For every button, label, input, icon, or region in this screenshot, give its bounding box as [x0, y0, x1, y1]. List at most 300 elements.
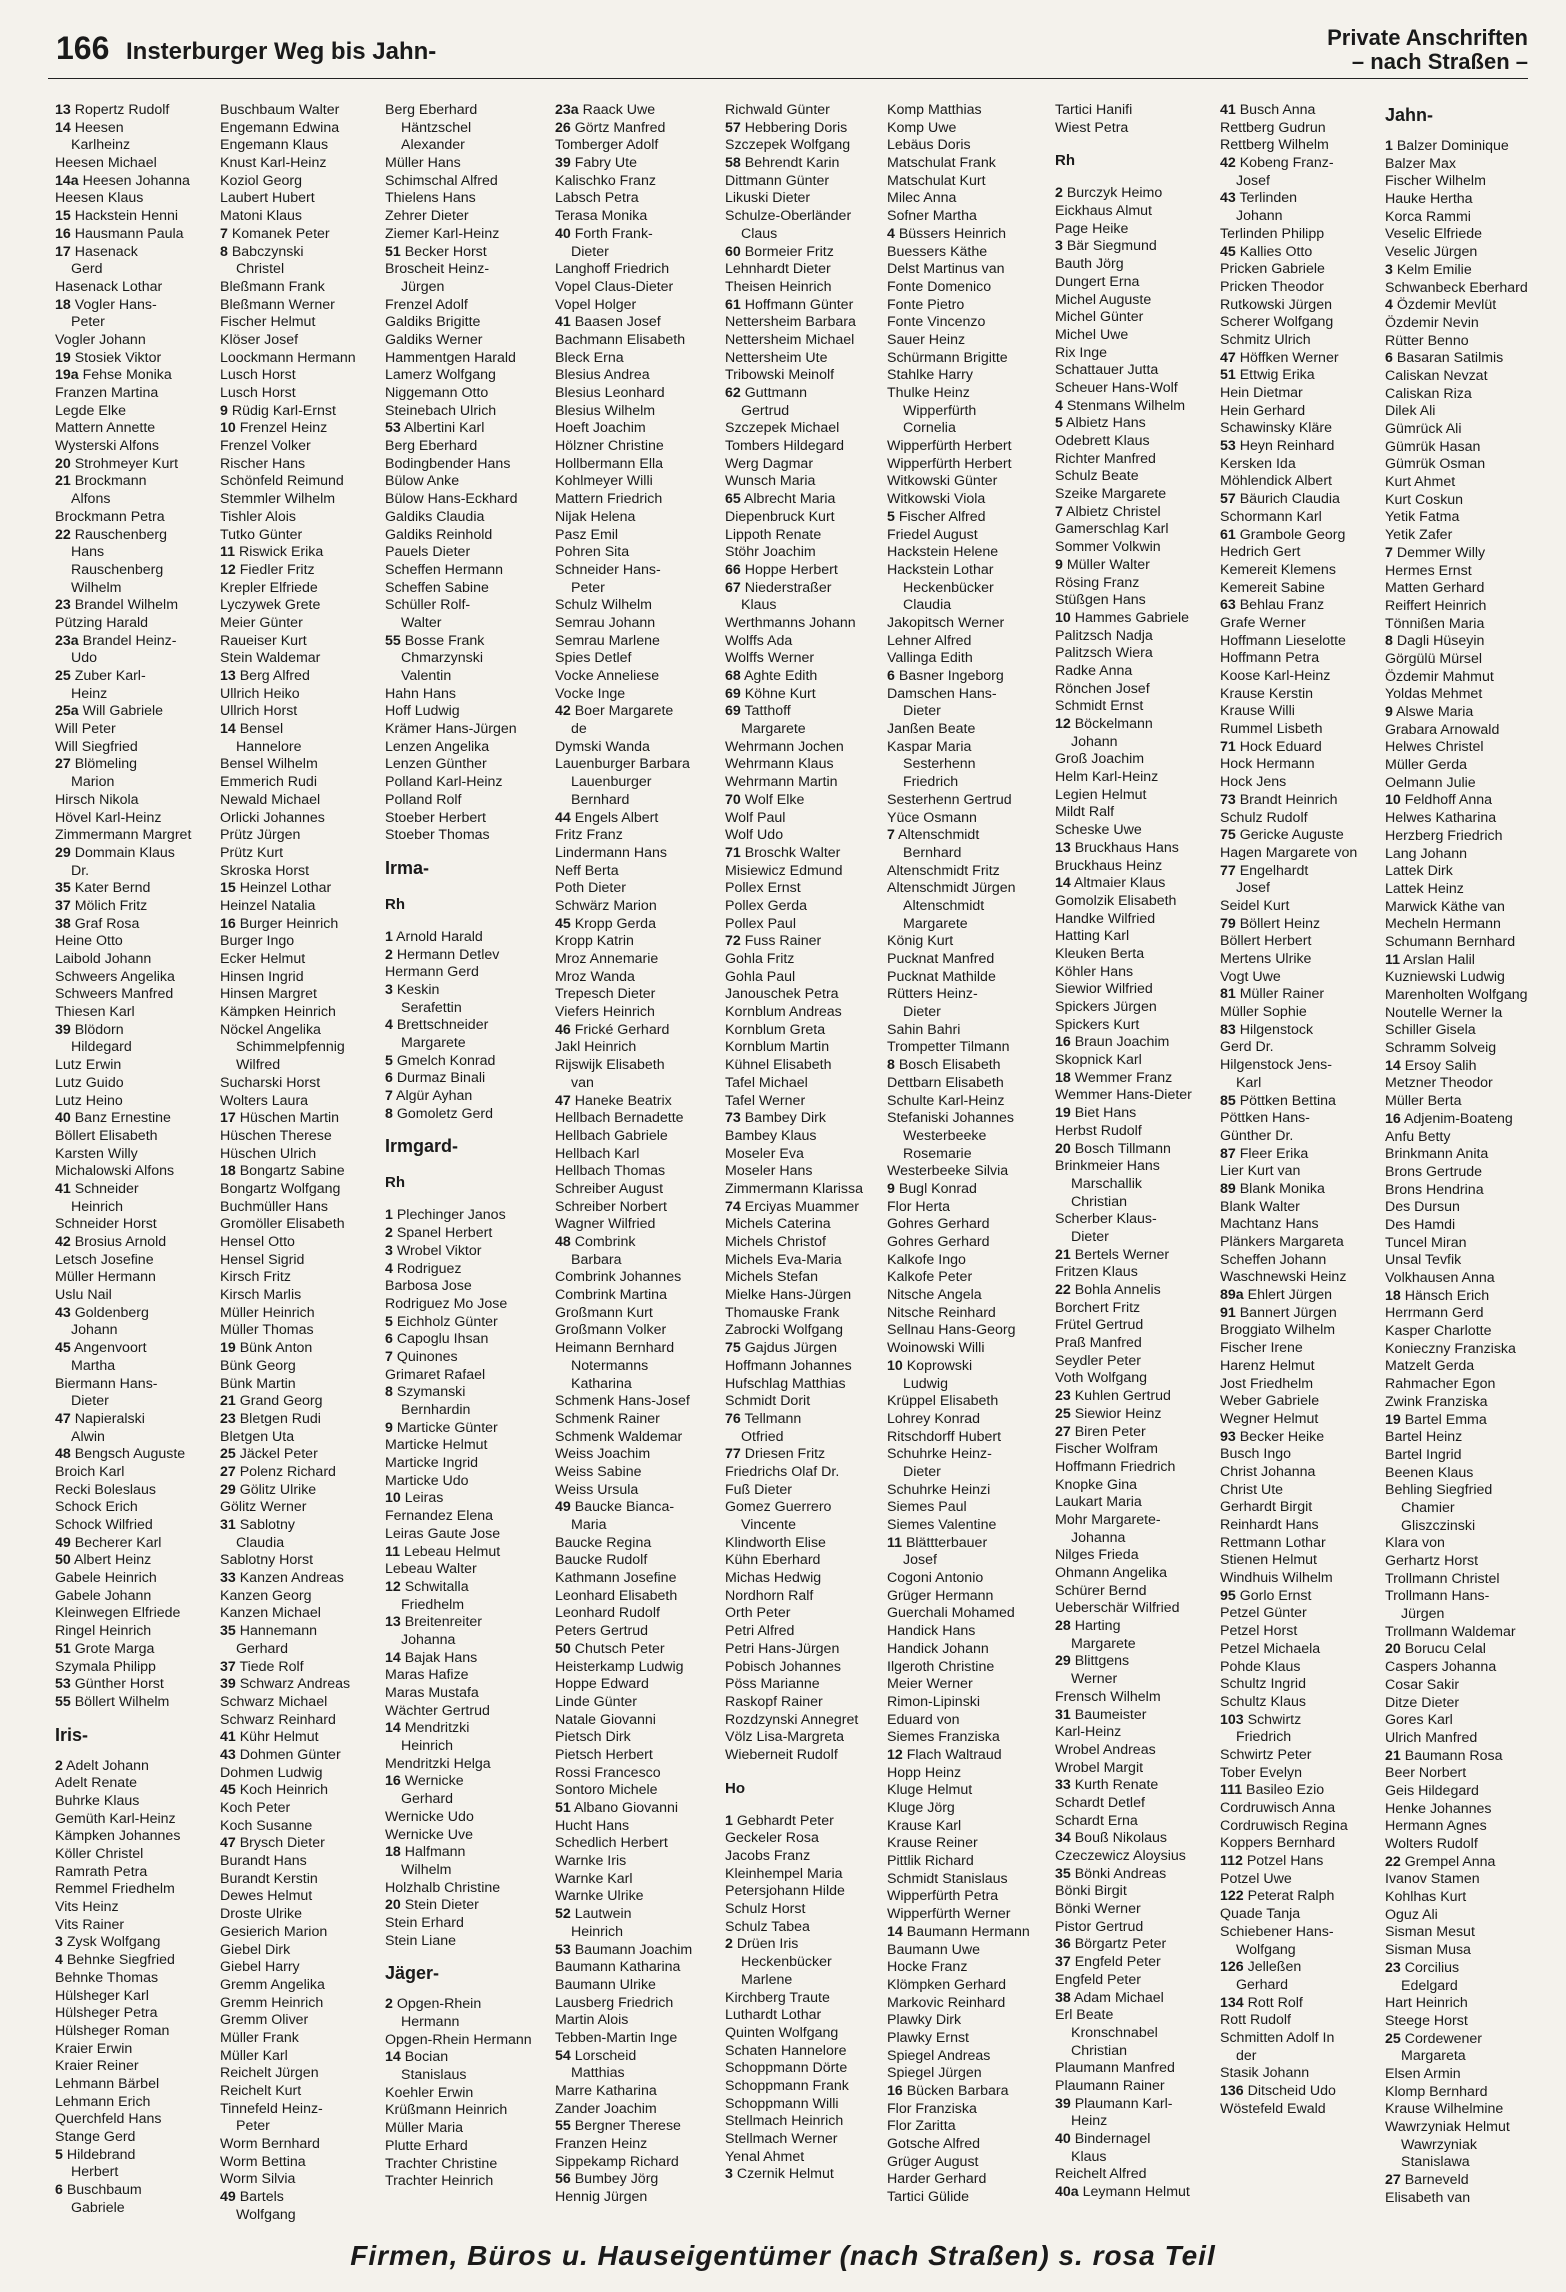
directory-entry: Gabele Heinrich — [55, 1570, 157, 1587]
directory-entry: Kathmann Josefine — [555, 1570, 677, 1587]
directory-entry: Koehler Erwin — [385, 2084, 474, 2101]
directory-entry: Wolfgang — [236, 2206, 296, 2223]
directory-entry: Köhler Hans — [1055, 963, 1134, 980]
spacer — [385, 1986, 545, 1996]
spacer — [1385, 128, 1545, 138]
directory-entry: Steege Horst — [1385, 2012, 1468, 2029]
directory-entry: 16 Wernicke — [385, 1773, 464, 1790]
house-number: 16 — [1055, 1034, 1071, 1051]
directory-entry: Gabriele — [71, 2199, 125, 2216]
directory-entry: 103 Schwirtz — [1220, 1711, 1302, 1728]
directory-entry: 58 Behrendt Karin — [725, 155, 840, 172]
house-number: 3 — [385, 1242, 393, 1259]
directory-entry: Schormann Karl — [1220, 508, 1322, 525]
directory-entry: Szczepek Michael — [725, 420, 840, 437]
directory-entry: Lenzen Günther — [385, 756, 487, 773]
house-number: 7 — [385, 1348, 393, 1365]
directory-entry: Thulke Heinz — [887, 385, 970, 401]
directory-entry: 19 Bartel Emma — [1385, 1411, 1487, 1428]
directory-entry: Maras Hafize — [385, 1667, 469, 1684]
directory-entry: Broich Karl — [55, 1463, 125, 1480]
directory-entry: Serafettin — [401, 999, 462, 1016]
directory-entry: Waschnewski Heinz — [1220, 1269, 1347, 1286]
directory-entry: Kurt Ahmet — [1385, 474, 1456, 491]
spacer — [55, 1748, 215, 1758]
directory-entry: Kleinwegen Elfriede — [55, 1605, 181, 1622]
directory-entry: Polland Rolf — [385, 791, 462, 808]
directory-entry: Bünk Georg — [220, 1357, 296, 1374]
directory-entry: Mielke Hans-Jürgen — [725, 1287, 852, 1304]
directory-entry: Krause Kerstin — [1220, 685, 1314, 702]
directory-entry: Stange Gerd — [55, 2129, 136, 2145]
house-number: 8 — [385, 1384, 393, 1401]
directory-entry: Rott Rudolf — [1220, 2012, 1291, 2029]
street-heading: Irma- — [385, 857, 430, 878]
directory-entry: 67 Niederstraßer — [725, 579, 832, 596]
directory-entry: Dohmen Ludwig — [220, 1764, 323, 1781]
directory-entry: Ziemer Karl-Heinz — [385, 225, 500, 242]
directory-entry: Petersjohann Hilde — [725, 1883, 845, 1900]
house-number: 52 — [555, 1906, 571, 1923]
directory-entry: Altenschmidt — [903, 897, 985, 914]
section-title-line1: Private Anschriften — [1327, 25, 1528, 50]
directory-entry: 47 Brysch Dieter — [220, 1835, 325, 1852]
directory-entry: Erl Beate — [1055, 2007, 1114, 2024]
directory-entry: 87 Fleer Erika — [1220, 1145, 1309, 1162]
directory-column-7 — [1055, 102, 1215, 2202]
house-number: 57 — [725, 119, 741, 136]
directory-entry: Zander Joachim — [555, 2100, 657, 2117]
house-number: 73 — [725, 1110, 741, 1127]
directory-entry: Karl — [1236, 1074, 1262, 1091]
directory-entry: Buchmüller Hans — [220, 1198, 329, 1215]
directory-entry: Schneider Horst — [55, 1216, 157, 1233]
directory-entry: 61 Grambole Georg — [1220, 526, 1346, 543]
spacer — [385, 1159, 545, 1169]
directory-entry: Plaumann Manfred — [1055, 2060, 1175, 2077]
directory-entry: Skroska Horst — [220, 862, 310, 879]
directory-entry: 37 Engfeld Peter — [1055, 1954, 1161, 1971]
house-number: 39 — [1055, 2095, 1071, 2112]
directory-entry: Wysterski Alfons — [55, 438, 159, 455]
directory-entry: Spickers Jürgen — [1055, 999, 1157, 1015]
directory-entry: Hövel Karl-Heinz — [55, 809, 162, 826]
directory-entry: Hermann Agnes — [1385, 1818, 1487, 1835]
directory-entry: Johann — [1236, 208, 1283, 225]
directory-entry: Likuski Dieter — [725, 190, 811, 207]
directory-entry: 18 Wemmer Franz — [1055, 1069, 1173, 1086]
directory-entry: Westerbeeke — [903, 1127, 987, 1144]
directory-entry: Meier Werner — [887, 1676, 973, 1693]
house-number: 14 — [55, 119, 71, 136]
directory-entry: Gamerschlag Karl — [1055, 521, 1169, 538]
directory-entry: Tober Evelyn — [1220, 1764, 1303, 1781]
directory-entry: 12 Fiedler Fritz — [220, 561, 315, 578]
house-number: 14 — [385, 2049, 401, 2066]
directory-entry: Lattek Dirk — [1385, 863, 1453, 880]
directory-entry: Skopnick Karl — [1055, 1052, 1142, 1069]
directory-entry: Sucharski Horst — [220, 1074, 321, 1091]
directory-entry: Möhlendick Albert — [1220, 473, 1332, 490]
directory-entry: Raueiser Kurt — [220, 632, 307, 649]
directory-entry: Querchfeld Hans — [55, 2111, 162, 2128]
directory-entry: Walter — [401, 614, 442, 631]
directory-entry: Ditze Dieter — [1385, 1694, 1460, 1711]
directory-entry: Kaspar Maria — [887, 738, 972, 755]
directory-entry: Schulz Horst — [725, 1901, 806, 1918]
directory-entry: Bauth Jörg — [1055, 256, 1124, 273]
directory-entry: 8 Szymanski — [385, 1384, 466, 1401]
directory-entry: Schmidt Dorit — [725, 1393, 811, 1410]
directory-entry: Udo — [71, 650, 98, 667]
house-number: 48 — [555, 1234, 571, 1250]
directory-entry: Tuncel Miran — [1385, 1234, 1467, 1251]
directory-entry: Hellbach Karl — [555, 1145, 640, 1162]
directory-entry: Gores Karl — [1385, 1712, 1453, 1729]
directory-entry: Stemmler Wilhelm — [220, 491, 336, 508]
directory-entry: Alwin — [71, 1428, 105, 1445]
directory-entry: Sesterhenn Gertrud — [887, 791, 1012, 808]
directory-entry: Matschulat Kurt — [887, 172, 986, 189]
directory-entry: Altenschmidt Fritz — [887, 862, 1000, 879]
directory-entry: Meier Günter — [220, 614, 303, 631]
directory-entry: 42 Boer Margarete — [555, 703, 674, 720]
directory-entry: Zimmermann Klarissa — [725, 1180, 863, 1197]
house-number: 75 — [725, 1340, 741, 1357]
house-number: 10 — [220, 420, 236, 437]
directory-entry: Balzer Max — [1385, 155, 1456, 172]
directory-entry: Giebel Dirk — [220, 1941, 291, 1958]
house-number: 50 — [555, 1640, 571, 1657]
house-number: 1 — [725, 1812, 733, 1829]
directory-entry: Thielens Hans — [385, 190, 476, 207]
house-number: 13 — [220, 668, 236, 684]
directory-entry: 60 Bormeier Fritz — [725, 243, 834, 260]
directory-entry: Hermes Ernst — [1385, 562, 1472, 579]
directory-entry: Raskopf Rainer — [725, 1693, 823, 1710]
house-number: 27 — [220, 1463, 236, 1480]
house-number: 23 — [1385, 1959, 1401, 1976]
directory-entry: 43 Goldenberg — [55, 1304, 149, 1321]
directory-entry: Maras Mustafa — [385, 1685, 479, 1701]
directory-entry: Jost Friedhelm — [1220, 1375, 1314, 1392]
directory-entry: 39 Plaumann Karl- — [1055, 2095, 1173, 2112]
house-number: 14 — [1055, 875, 1071, 892]
house-number: 23a — [555, 102, 579, 118]
directory-entry: 35 Bönki Andreas — [1055, 1865, 1167, 1882]
directory-entry: Czeczewicz Aloysius — [1055, 1848, 1186, 1864]
directory-entry: Margarete — [741, 721, 806, 738]
directory-entry: Schmenk Hans-Josef — [555, 1393, 690, 1410]
directory-entry: Hüschen Ulrich — [220, 1145, 317, 1162]
directory-entry: Langhoff Friedrich — [555, 261, 670, 278]
directory-entry: Pasz Emil — [555, 526, 619, 543]
directory-entry: Uslu Nail — [55, 1287, 112, 1304]
house-number: 1 — [1385, 138, 1393, 154]
house-number: 25 — [1055, 1405, 1071, 1422]
directory-entry: Hoeft Joachim — [555, 420, 646, 437]
directory-entry: Fonte Domenico — [887, 278, 992, 295]
directory-entry: Gölitz Werner — [220, 1499, 307, 1516]
directory-entry: Quinten Wolfgang — [725, 2024, 839, 2041]
directory-entry: Hensel Sigrid — [220, 1251, 305, 1268]
directory-entry: Spiegel Jürgen — [887, 2065, 982, 2082]
house-number: 47 — [555, 1092, 571, 1109]
directory-entry: Lehnhardt Dieter — [725, 261, 831, 278]
directory-entry: Hülsheger Petra — [55, 2005, 158, 2022]
directory-entry: Delst Martinus van — [887, 261, 1005, 278]
directory-entry: 73 Brandt Heinrich — [1220, 791, 1338, 808]
directory-entry: Burandt Hans — [220, 1853, 307, 1870]
directory-entry: König Kurt — [887, 933, 954, 950]
directory-entry: 4 Behnke Siegfried — [55, 1952, 175, 1969]
directory-entry: Barbosa Jose — [385, 1278, 472, 1295]
directory-entry: Stasik Johann — [1220, 2065, 1310, 2082]
house-number: 60 — [725, 243, 741, 260]
directory-entry: 7 Algür Ayhan — [385, 1088, 473, 1105]
directory-entry: Michel Auguste — [1055, 291, 1152, 308]
house-number: 38 — [1055, 1989, 1071, 2006]
house-number: 16 — [220, 915, 236, 932]
directory-entry: Baucke Rudolf — [555, 1552, 648, 1569]
directory-entry: 33 Kurth Renate — [1055, 1777, 1159, 1794]
house-number: 53 — [555, 1941, 571, 1958]
directory-entry: 27 Blömeling — [55, 756, 138, 773]
directory-entry: Christian — [1071, 1193, 1127, 1210]
directory-entry: Stellmach Werner — [725, 2131, 838, 2147]
house-number: 19 — [1055, 1105, 1071, 1122]
directory-entry: Bernhardin — [401, 1402, 471, 1418]
district-label: Rh — [385, 895, 405, 913]
directory-entry: 21 Bertels Werner — [1055, 1246, 1170, 1263]
directory-entry: Bletgen Uta — [220, 1428, 295, 1445]
directory-entry: Brons Gertrude — [1385, 1163, 1482, 1180]
directory-entry: Pöss Marianne — [725, 1676, 820, 1693]
directory-entry: 14 Heesen — [55, 119, 124, 136]
directory-entry: Janßen Beate — [887, 721, 976, 738]
directory-entry: 9 Marticke Günter — [385, 1419, 498, 1436]
directory-entry: Plutte Erhard — [385, 2137, 468, 2154]
directory-entry: 81 Müller Rainer — [1220, 986, 1325, 1003]
directory-entry: Kanzen Michael — [220, 1605, 321, 1622]
directory-entry: 14 Baumann Hermann — [887, 1923, 1030, 1940]
directory-entry: 1 Balzer Dominique — [1385, 138, 1509, 154]
directory-entry: 68 Aghte Edith — [725, 668, 818, 684]
house-number: 26 — [555, 119, 571, 136]
directory-entry: Handke Wilfried — [1055, 910, 1156, 927]
directory-entry: 23 Corcilius — [1385, 1959, 1460, 1976]
house-number: 5 — [887, 508, 895, 525]
spacer — [385, 881, 545, 891]
house-number: 6 — [1385, 350, 1393, 367]
directory-entry: Kasper Charlotte — [1385, 1323, 1492, 1340]
directory-entry: Berg Eberhard — [385, 102, 478, 118]
directory-entry: Nitsche Angela — [887, 1287, 982, 1304]
house-number: 43 — [220, 1746, 236, 1763]
directory-entry: Hensel Otto — [220, 1234, 295, 1250]
directory-entry: Spiegel Andreas — [887, 2047, 991, 2064]
directory-entry: Schumann Bernhard — [1385, 933, 1516, 950]
directory-entry: Otfried — [741, 1428, 784, 1445]
house-number: 19 — [55, 349, 71, 366]
directory-entry: 5 Hildebrand — [55, 2146, 136, 2163]
house-number: 2 — [385, 1225, 393, 1242]
directory-entry: Johann — [71, 1322, 118, 1339]
house-number: 46 — [555, 1021, 571, 1038]
directory-entry: Galdiks Reinhold — [385, 526, 493, 543]
directory-entry: Yetik Zafer — [1385, 527, 1453, 544]
directory-entry: Gomolzik Elisabeth — [1055, 892, 1177, 909]
house-number: 23 — [220, 1410, 236, 1427]
directory-entry: Schulz Tabea — [725, 1918, 810, 1935]
house-number: 49 — [55, 1534, 71, 1551]
directory-entry: Mendritzki Helga — [385, 1755, 491, 1772]
spacer — [385, 1950, 545, 1960]
directory-entry: Heinzel Natalia — [220, 897, 316, 914]
directory-entry: Ivanov Stamen — [1385, 1871, 1480, 1888]
directory-entry: Yüce Osmann — [887, 809, 977, 826]
house-number: 14 — [385, 1720, 401, 1737]
directory-entry: 6 Durmaz Binali — [385, 1070, 486, 1087]
directory-entry: Buessers Käthe — [887, 243, 988, 260]
directory-entry: Schuhrke Heinz- — [887, 1446, 992, 1463]
directory-entry: Quade Tanja — [1220, 1906, 1301, 1923]
house-number: 9 — [385, 1419, 393, 1436]
directory-entry: Margarete — [401, 1035, 466, 1051]
directory-entry: Wolffs Werner — [725, 650, 815, 667]
house-number: 40 — [555, 225, 571, 242]
directory-entry: Alfons — [71, 491, 111, 508]
directory-entry: Thiesen Karl — [55, 1004, 135, 1021]
directory-entry: Schmitz Ulrich — [1220, 331, 1311, 348]
directory-entry: 43 Dohmen Günter — [220, 1746, 341, 1763]
directory-entry: Plänkers Margareta — [1220, 1234, 1344, 1250]
directory-entry: Alexander — [401, 137, 465, 154]
house-number: 72 — [725, 933, 741, 950]
directory-entry: Kuzniewski Ludwig — [1385, 969, 1505, 986]
directory-entry: Janouschek Petra — [725, 986, 839, 1003]
directory-entry: 23 Brandel Wilhelm — [55, 597, 179, 614]
house-number: 1 — [385, 1207, 393, 1224]
house-number: 93 — [1220, 1428, 1236, 1445]
directory-entry: Legde Elke — [55, 402, 126, 419]
house-number: 8 — [1385, 633, 1393, 650]
directory-entry: Christian — [1071, 2042, 1127, 2059]
directory-entry: Bünk Martin — [220, 1375, 296, 1392]
directory-entry: 14 Bocian — [385, 2049, 449, 2066]
directory-entry: Plawky Dirk — [887, 2012, 962, 2029]
directory-entry: 3 Wrobel Viktor — [385, 1242, 482, 1259]
directory-entry: Kalkofe Peter — [887, 1269, 973, 1286]
directory-entry: Gemüth Karl-Heinz — [55, 1810, 176, 1827]
directory-entry: Michalowski Alfons — [55, 1163, 175, 1180]
directory-entry: Baumann Ulrike — [555, 1976, 656, 1993]
house-number: 3 — [385, 981, 393, 998]
directory-entry: Edelgard — [1401, 1977, 1458, 1994]
directory-entry: Marticke Helmut — [385, 1437, 488, 1454]
directory-entry: 45 Kropp Gerda — [555, 915, 656, 932]
directory-entry: Kluge Jörg — [887, 1800, 955, 1816]
directory-entry: Page Heike — [1055, 220, 1129, 237]
directory-entry: Kornblum Greta — [725, 1021, 826, 1038]
directory-entry: Bönki Birgit — [1055, 1883, 1127, 1900]
directory-entry: Weiss Joachim — [555, 1446, 651, 1463]
directory-entry: Müller Frank — [220, 2029, 299, 2046]
directory-entry: Bernhard — [571, 791, 630, 808]
directory-entry: Vopel Holger — [555, 296, 637, 313]
directory-entry: Heesen Klaus — [55, 190, 144, 207]
house-number: 18 — [385, 1844, 401, 1861]
directory-entry: 8 Bosch Elisabeth — [887, 1057, 1001, 1074]
directory-entry: Witkowski Viola — [887, 491, 986, 508]
directory-entry: Dieter — [903, 1463, 941, 1480]
directory-entry: Vocke Inge — [555, 685, 626, 702]
house-number: 67 — [725, 579, 741, 596]
directory-entry: Heisterkamp Ludwig — [555, 1658, 684, 1675]
directory-entry: Schaten Hannelore — [725, 2042, 847, 2059]
page-title: Insterburger Weg bis Jahn- — [126, 38, 437, 65]
directory-entry: 73 Bambey Dirk — [725, 1110, 826, 1127]
directory-entry: Hock Jens — [1220, 774, 1287, 791]
directory-entry: Hasenack Lothar — [55, 278, 163, 295]
house-number: 54 — [555, 2047, 571, 2064]
directory-entry: 34 Bouß Nikolaus — [1055, 1830, 1167, 1847]
directory-entry: Stein Liane — [385, 1932, 456, 1949]
directory-entry: Peter — [571, 579, 605, 596]
directory-entry: Schardt Erna — [1055, 1812, 1138, 1829]
directory-entry: Özdemir Nevin — [1385, 314, 1479, 331]
directory-entry: Hans — [71, 544, 105, 561]
house-number: 37 — [1055, 1954, 1071, 1971]
directory-entry: Spies Detlef — [555, 650, 632, 667]
directory-entry: 43 Terlinden — [1220, 190, 1298, 207]
house-number: 134 — [1220, 1994, 1244, 2011]
directory-entry: Gerhard — [401, 1791, 454, 1808]
directory-entry: 11 Lebeau Helmut — [385, 1543, 501, 1560]
directory-entry: 23 Kuhlen Gertrud — [1055, 1388, 1171, 1405]
directory-entry: Schmitten Adolf In — [1220, 2029, 1335, 2046]
house-number: 39 — [555, 155, 571, 172]
directory-entry: Dittmann Günter — [725, 172, 830, 189]
directory-entry: Combrink Martina — [555, 1287, 667, 1304]
house-number: 55 — [55, 1693, 71, 1710]
directory-entry: Wächter Gertrud — [385, 1702, 490, 1719]
directory-entry: 35 Hannemann — [220, 1623, 318, 1640]
directory-entry: Brockmann Petra — [55, 508, 165, 525]
directory-entry: Lyczywek Grete — [220, 597, 321, 614]
directory-entry: Heinrich — [71, 1198, 124, 1215]
directory-entry: 42 Brosius Arnold — [55, 1234, 167, 1250]
directory-entry: Schürer Bernd — [1055, 1582, 1147, 1599]
directory-entry: Michels Christof — [725, 1234, 826, 1250]
directory-entry: 83 Hilgenstock — [1220, 1021, 1314, 1038]
directory-entry: Nöckel Angelika — [220, 1021, 321, 1038]
directory-entry: 14 Ersoy Salih — [1385, 1057, 1477, 1074]
directory-entry: Schock Erich — [55, 1499, 138, 1516]
directory-entry: Ueberschär Wilfried — [1055, 1600, 1180, 1617]
house-number: 21 — [1055, 1246, 1071, 1263]
house-number: 81 — [1220, 986, 1236, 1003]
directory-entry: Lutz Guido — [55, 1074, 124, 1091]
directory-entry: Wolffs Ada — [725, 632, 793, 649]
directory-entry: Gohres Gerhard — [887, 1216, 990, 1233]
directory-entry: 71 Broschk Walter — [725, 844, 841, 861]
directory-entry: Behling Siegfried — [1385, 1482, 1493, 1499]
directory-entry: Scherer Wolfgang — [1220, 314, 1334, 331]
directory-entry: Marticke Udo — [385, 1472, 469, 1489]
directory-entry: Fischer Helmut — [220, 314, 316, 331]
directory-entry: 126 Jellеßen — [1220, 1959, 1302, 1976]
